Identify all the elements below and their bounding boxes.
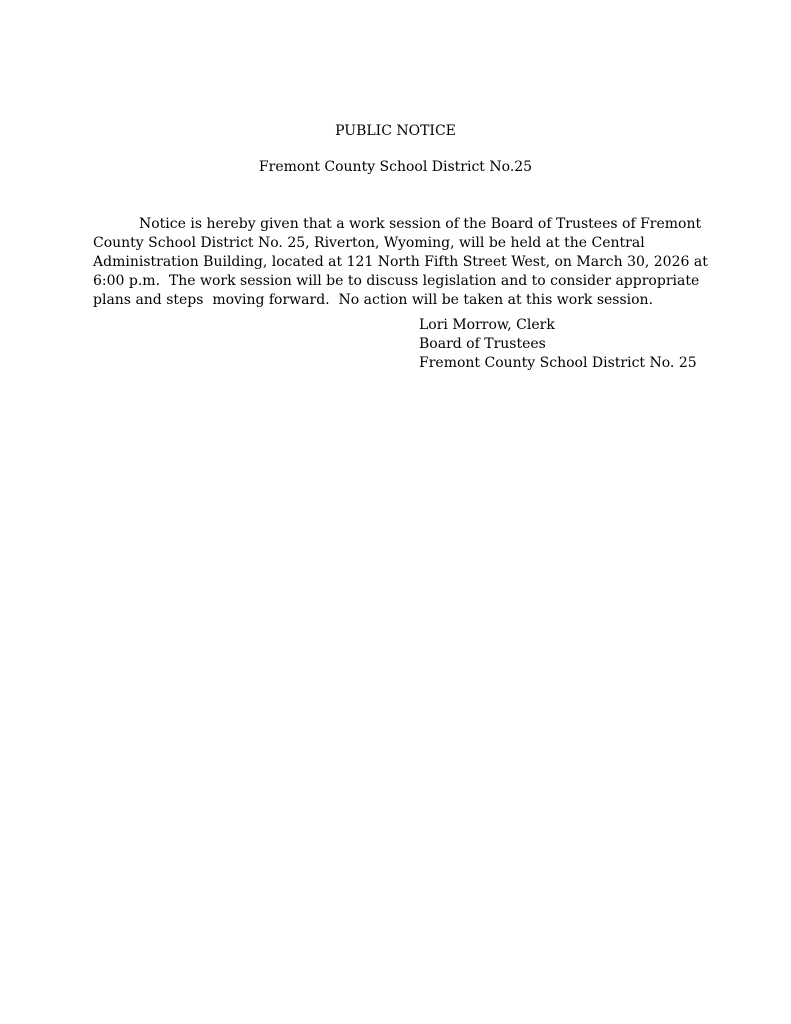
signature-block: [419, 316, 697, 373]
signature-board: Board of Trustees: [419, 336, 546, 352]
notice-body: [93, 215, 708, 310]
body-line: Notice is hereby given that a work session of the Board of Trustees of Fremont: [139, 216, 702, 232]
signature-name: Lori Morrow, Clerk: [419, 317, 555, 333]
notice-title: PUBLIC NOTICE: [335, 123, 456, 139]
body-line: County School District No. 25, Riverton, Wyoming, will be held at the Central: [93, 235, 645, 251]
body-line: 6:00 p.m. The work session will be to discuss legislation and to consider appropriate: [93, 273, 700, 289]
body-line: plans and steps moving forward. No action will be taken at this work session.: [93, 292, 654, 308]
body-line: Administration Building, located at 121 North Fifth Street West, on March 30, 2026 at: [93, 254, 708, 270]
signature-district: Fremont County School District No. 25: [419, 355, 697, 371]
district-heading: Fremont County School District No.25: [258, 159, 533, 175]
